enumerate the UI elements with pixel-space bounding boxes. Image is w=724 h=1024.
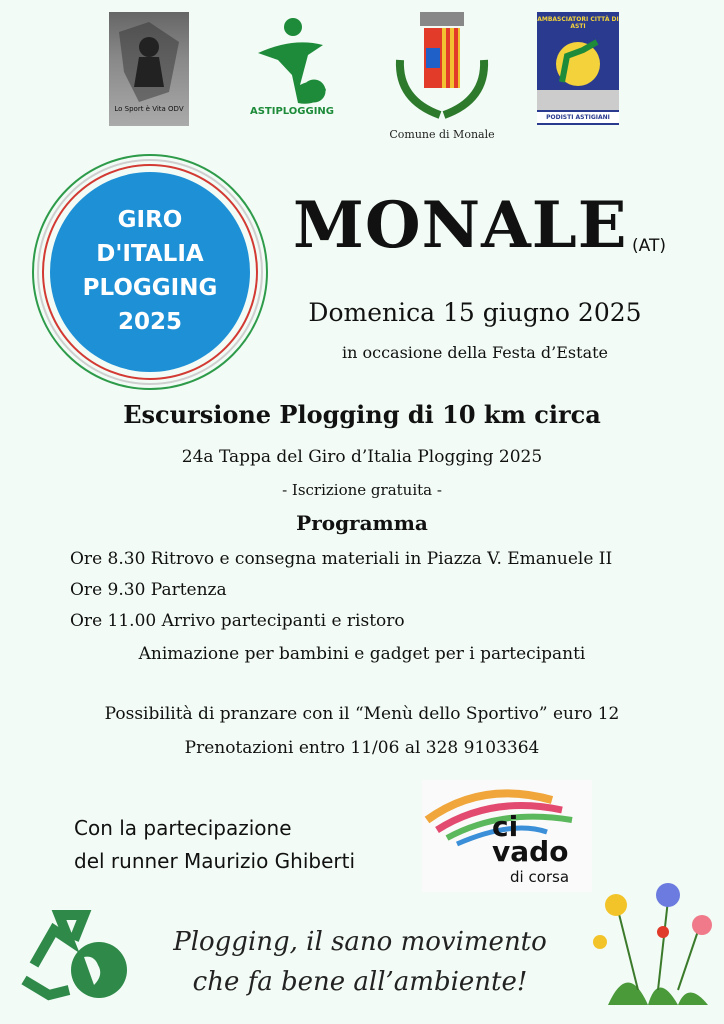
- slogan-line: che fa bene all’ambiente!: [192, 967, 528, 997]
- sponsor-name: [492, 810, 569, 868]
- badge-line: 2025: [117, 309, 182, 335]
- slogan-line: Plogging, il sano movimento: [173, 927, 547, 957]
- province-label: (AT): [632, 236, 666, 256]
- program-item: Ore 11.00 Arrivo partecipanti e ristoro: [70, 611, 405, 631]
- booking-text: Prenotazioni entro 11/06 al 328 9103364: [184, 738, 540, 758]
- occasion-text: in occasione della Festa d’Estate: [341, 343, 609, 362]
- comune-crest: [390, 10, 494, 128]
- lunch-text: Possibilità di pranzare con il “Menù dello Sportivo” euro 12: [104, 704, 620, 724]
- event-heading: Escursione Plogging di 10 km circa: [123, 400, 601, 429]
- badge-line: D'ITALIA: [96, 241, 204, 267]
- comune-caption: Comune di Monale: [389, 128, 495, 141]
- sponsor-line: vado: [492, 835, 569, 868]
- program-item: Animazione per bambini e gadget per i partecipanti: [138, 644, 586, 664]
- page-title: MONALE: [293, 188, 628, 263]
- participation-line: del runner Maurizio Ghiberti: [74, 849, 356, 873]
- astiplogging-logo: [248, 15, 336, 125]
- program-item: Ore 8.30 Ritrovo e consegna materiali in Piazza V. Emanuele II: [70, 549, 613, 569]
- recycle-globe-icon: [14, 895, 134, 1005]
- badge-text: [62, 203, 238, 339]
- ci-vado-di-corsa-logo: [422, 780, 592, 892]
- sponsor-subline: di corsa: [510, 868, 570, 886]
- badge-line: PLOGGING: [82, 275, 218, 301]
- participation-line: Con la partecipazione: [74, 816, 292, 840]
- podisti-astigiani-logo: [537, 12, 619, 125]
- flowers-icon: [588, 880, 718, 1010]
- logo4-bottom-label: PODISTI ASTIGIANI: [537, 112, 619, 123]
- logo1-label: Lo Sport è Vita ODV: [114, 105, 184, 113]
- plogger-figure-icon: [248, 15, 336, 110]
- event-date: Domenica 15 giugno 2025: [308, 298, 642, 327]
- stage-text: 24a Tappa del Giro d’Italia Plogging 2025: [181, 447, 543, 467]
- lo-sport-e-vita-logo: [109, 12, 189, 126]
- logo4-top-label: AMBASCIATORI CITTÀ DI ASTI: [537, 16, 619, 30]
- participation-text: [74, 812, 355, 878]
- slogan: [150, 922, 570, 1002]
- program-title: Programma: [296, 511, 428, 535]
- logo2-label: ASTIPLOGGING: [249, 106, 335, 117]
- badge-line: GIRO: [117, 207, 183, 233]
- sponsor-line: ci: [492, 810, 519, 843]
- coat-of-arms-icon: [390, 10, 494, 128]
- registration-text: - Iscrizione gratuita -: [282, 481, 442, 499]
- program-item: Ore 9.30 Partenza: [70, 580, 227, 600]
